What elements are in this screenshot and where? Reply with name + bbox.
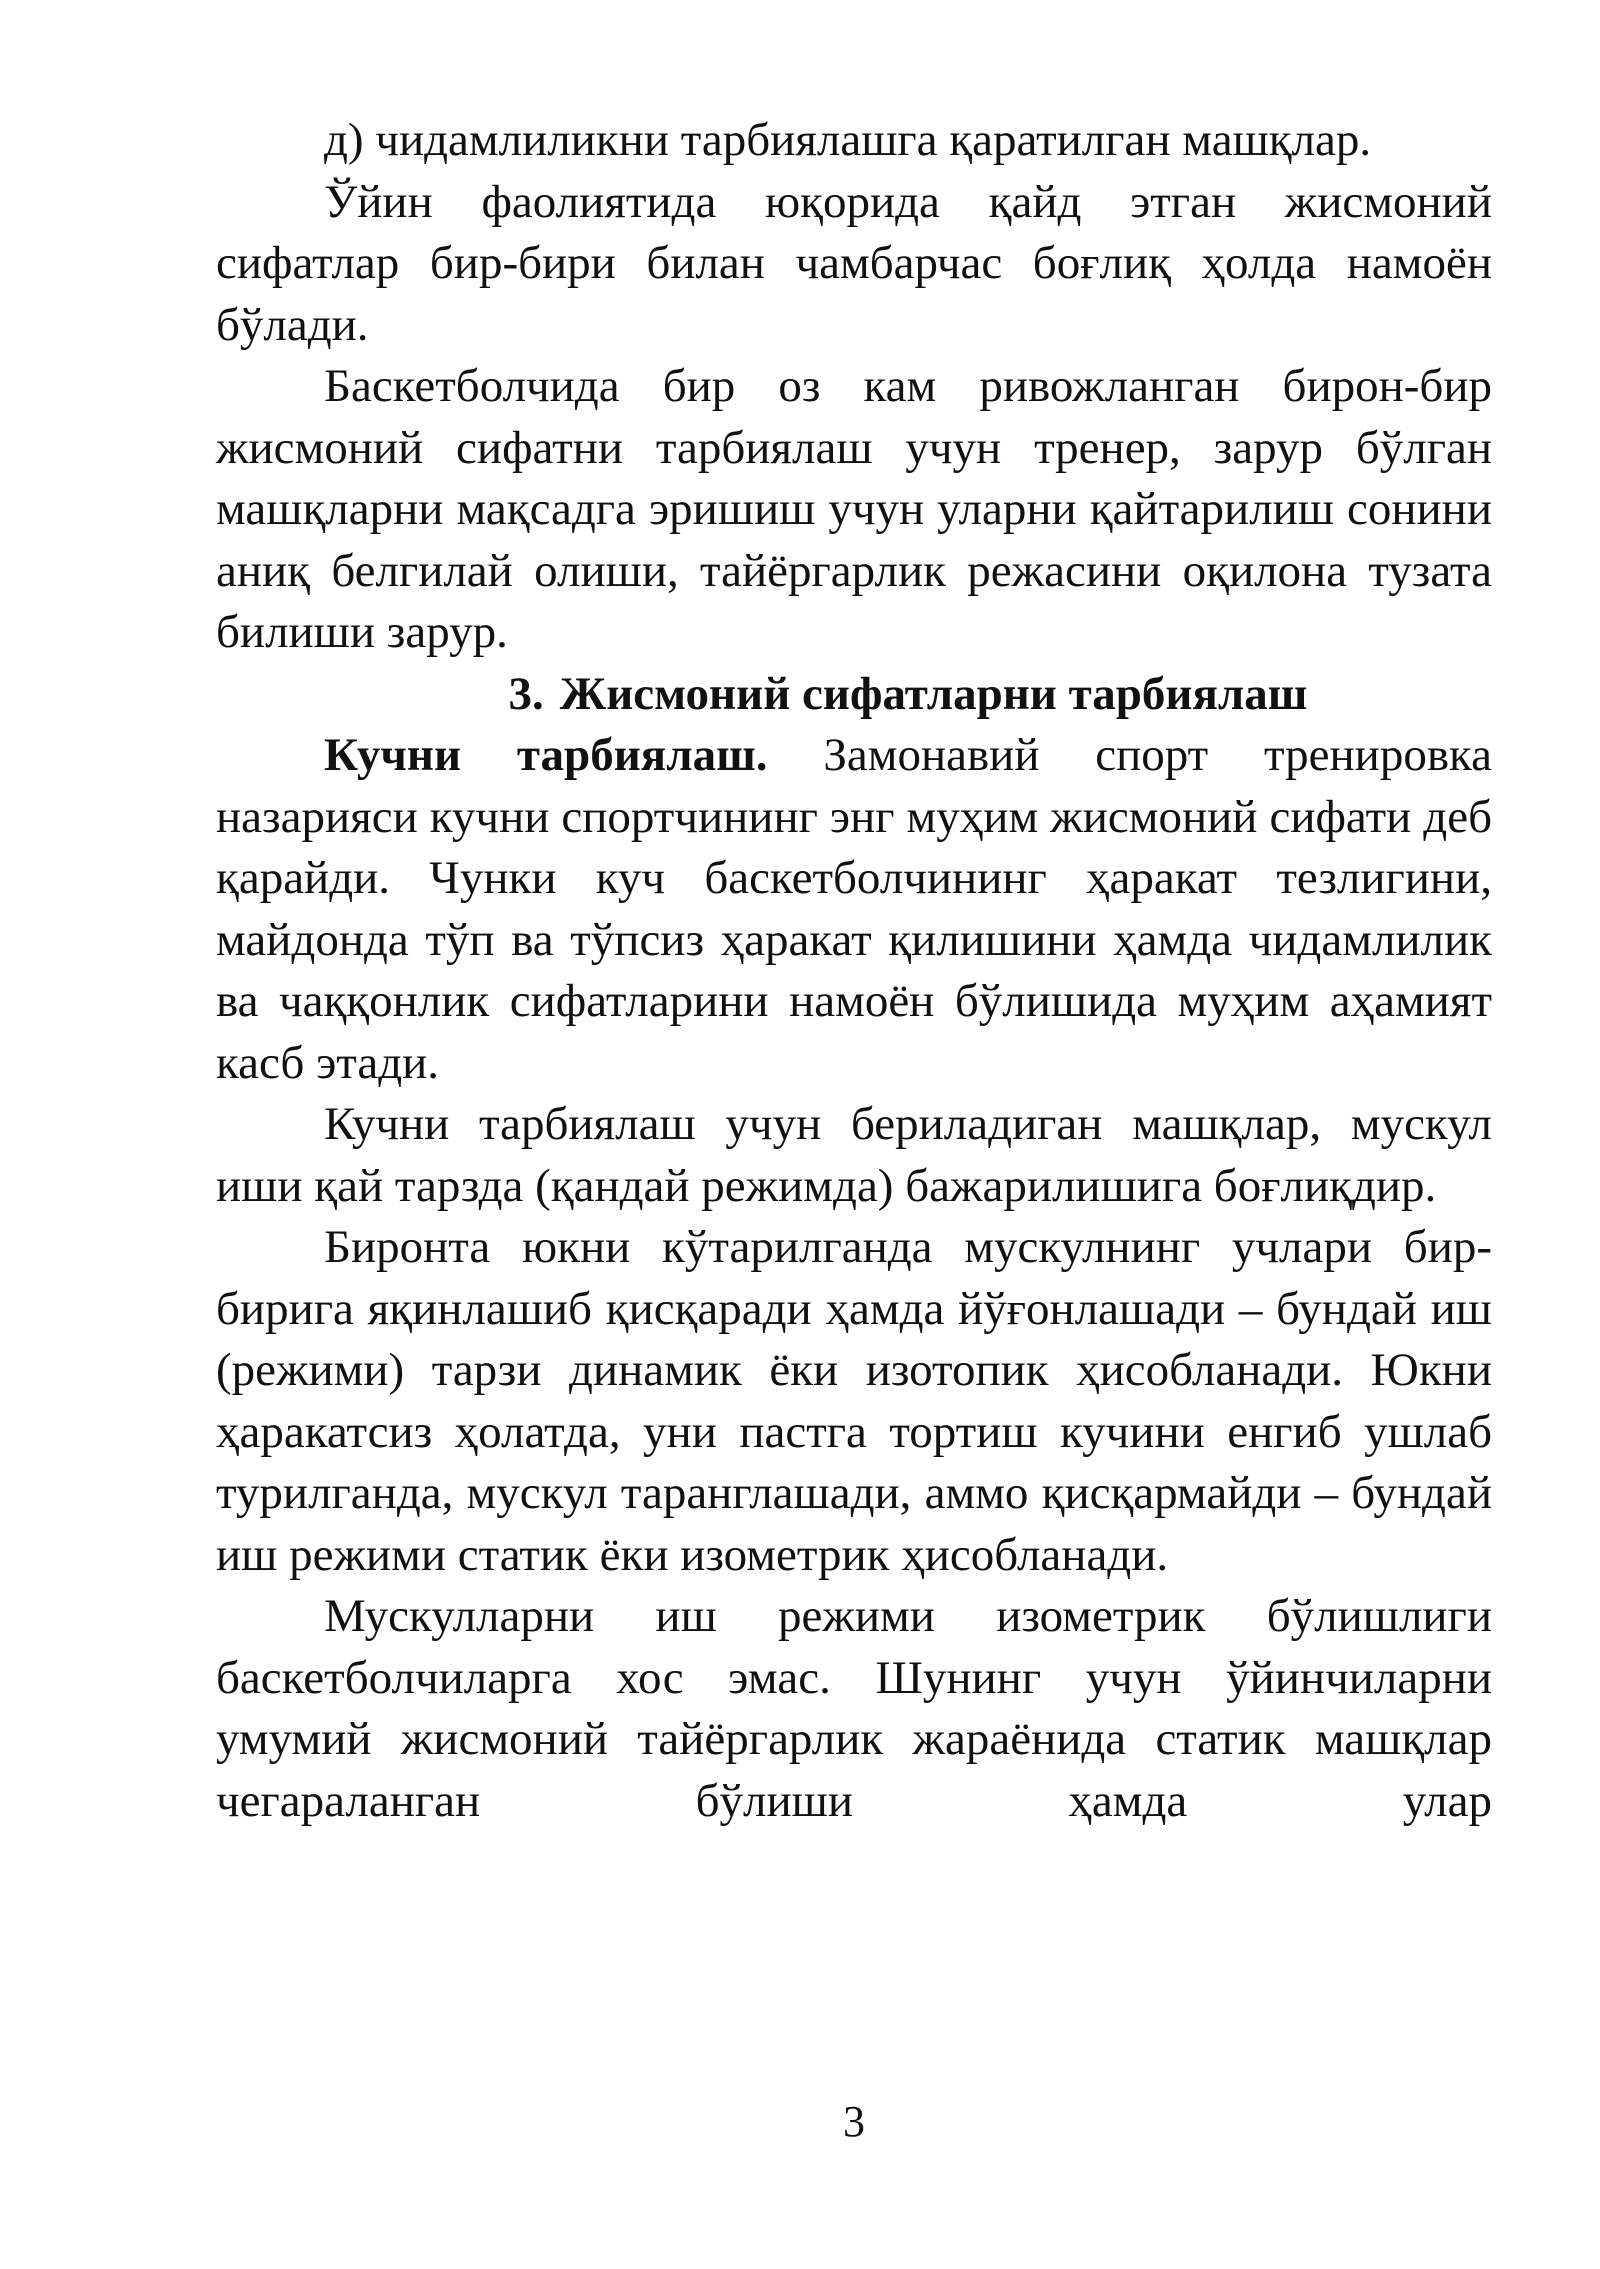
strength-lead-term: Кучни тарбиялаш. bbox=[324, 729, 768, 781]
paragraph-isometric-mode: Мускулларни иш режими изометрик бўлишлиги баскетболчиларга хос эмас. Шунинг учун ўйинчиларни умумий жисмоний тайёргарлик жараёнида статик машқлар чегараланган бўлиши ҳамда улар bbox=[216, 1590, 1492, 1827]
paragraph-coach-role: Баскетболчида бир оз кам ривожланган бирон-бир жисмоний сифатни тарбиялаш учун тренер, зарур бўлган машқларни мақсадга эришиш учун уларни қайтарилиш сонини аниқ белгилай олиши, тайёргарлик режасини оқилона тузата билиши зарур. bbox=[216, 360, 1492, 658]
section-title: Жисмоний сифатларни тарбиялаш bbox=[559, 667, 1308, 720]
document-page bbox=[216, 110, 1492, 1832]
paragraph-muscle-modes: Биронта юкни кўтарилганда мускулнинг учлари бир-бирига яқинлашиб қисқаради ҳамда йўғонлашади – бундай иш (режими) тарзи динамик ёки изотопик ҳисобланади. Юкни ҳаракатсиз ҳолатда, уни пастга тортиш кучини енгиб ушлаб турилганда, мускул таранглашади, аммо қисқармайди – бундай иш режими статик ёки изометрик ҳисобланади. bbox=[216, 1221, 1492, 1581]
section-heading bbox=[216, 664, 1492, 726]
section-number: 3. bbox=[508, 667, 544, 720]
paragraph-physical-qualities: Ўйин фаолиятида юқорида қайд этган жисмоний сифатлар бир-бири билан чамбарчас боғлиқ ҳолда намоён бўлади. bbox=[216, 175, 1492, 351]
page-number: 3 bbox=[843, 2097, 865, 2146]
paragraph-strength-exercises: Кучни тарбиялаш учун бериладиган машқлар, мускул иши қай тарзда (қандай режимда) бажарилишига боғлиқдир. bbox=[216, 1098, 1492, 1212]
paragraph-exercises-item: д) чидамлиликни тарбиялашга қаратилган машқлар. bbox=[324, 114, 1372, 166]
paragraph-strength-intro bbox=[216, 725, 1492, 1094]
strength-intro-text: Замонавий спорт тренировка назарияси кучни спортчининг энг муҳим жисмоний сифати деб қарайди. Чунки куч баскетболчининг ҳаракат тезлигини, майдонда тўп ва тўпсиз ҳаракат қилишини ҳамда чидамлилик ва чаққонлик сифатларини намоён бўлишида муҳим аҳамият касб этади. bbox=[216, 729, 1492, 1089]
